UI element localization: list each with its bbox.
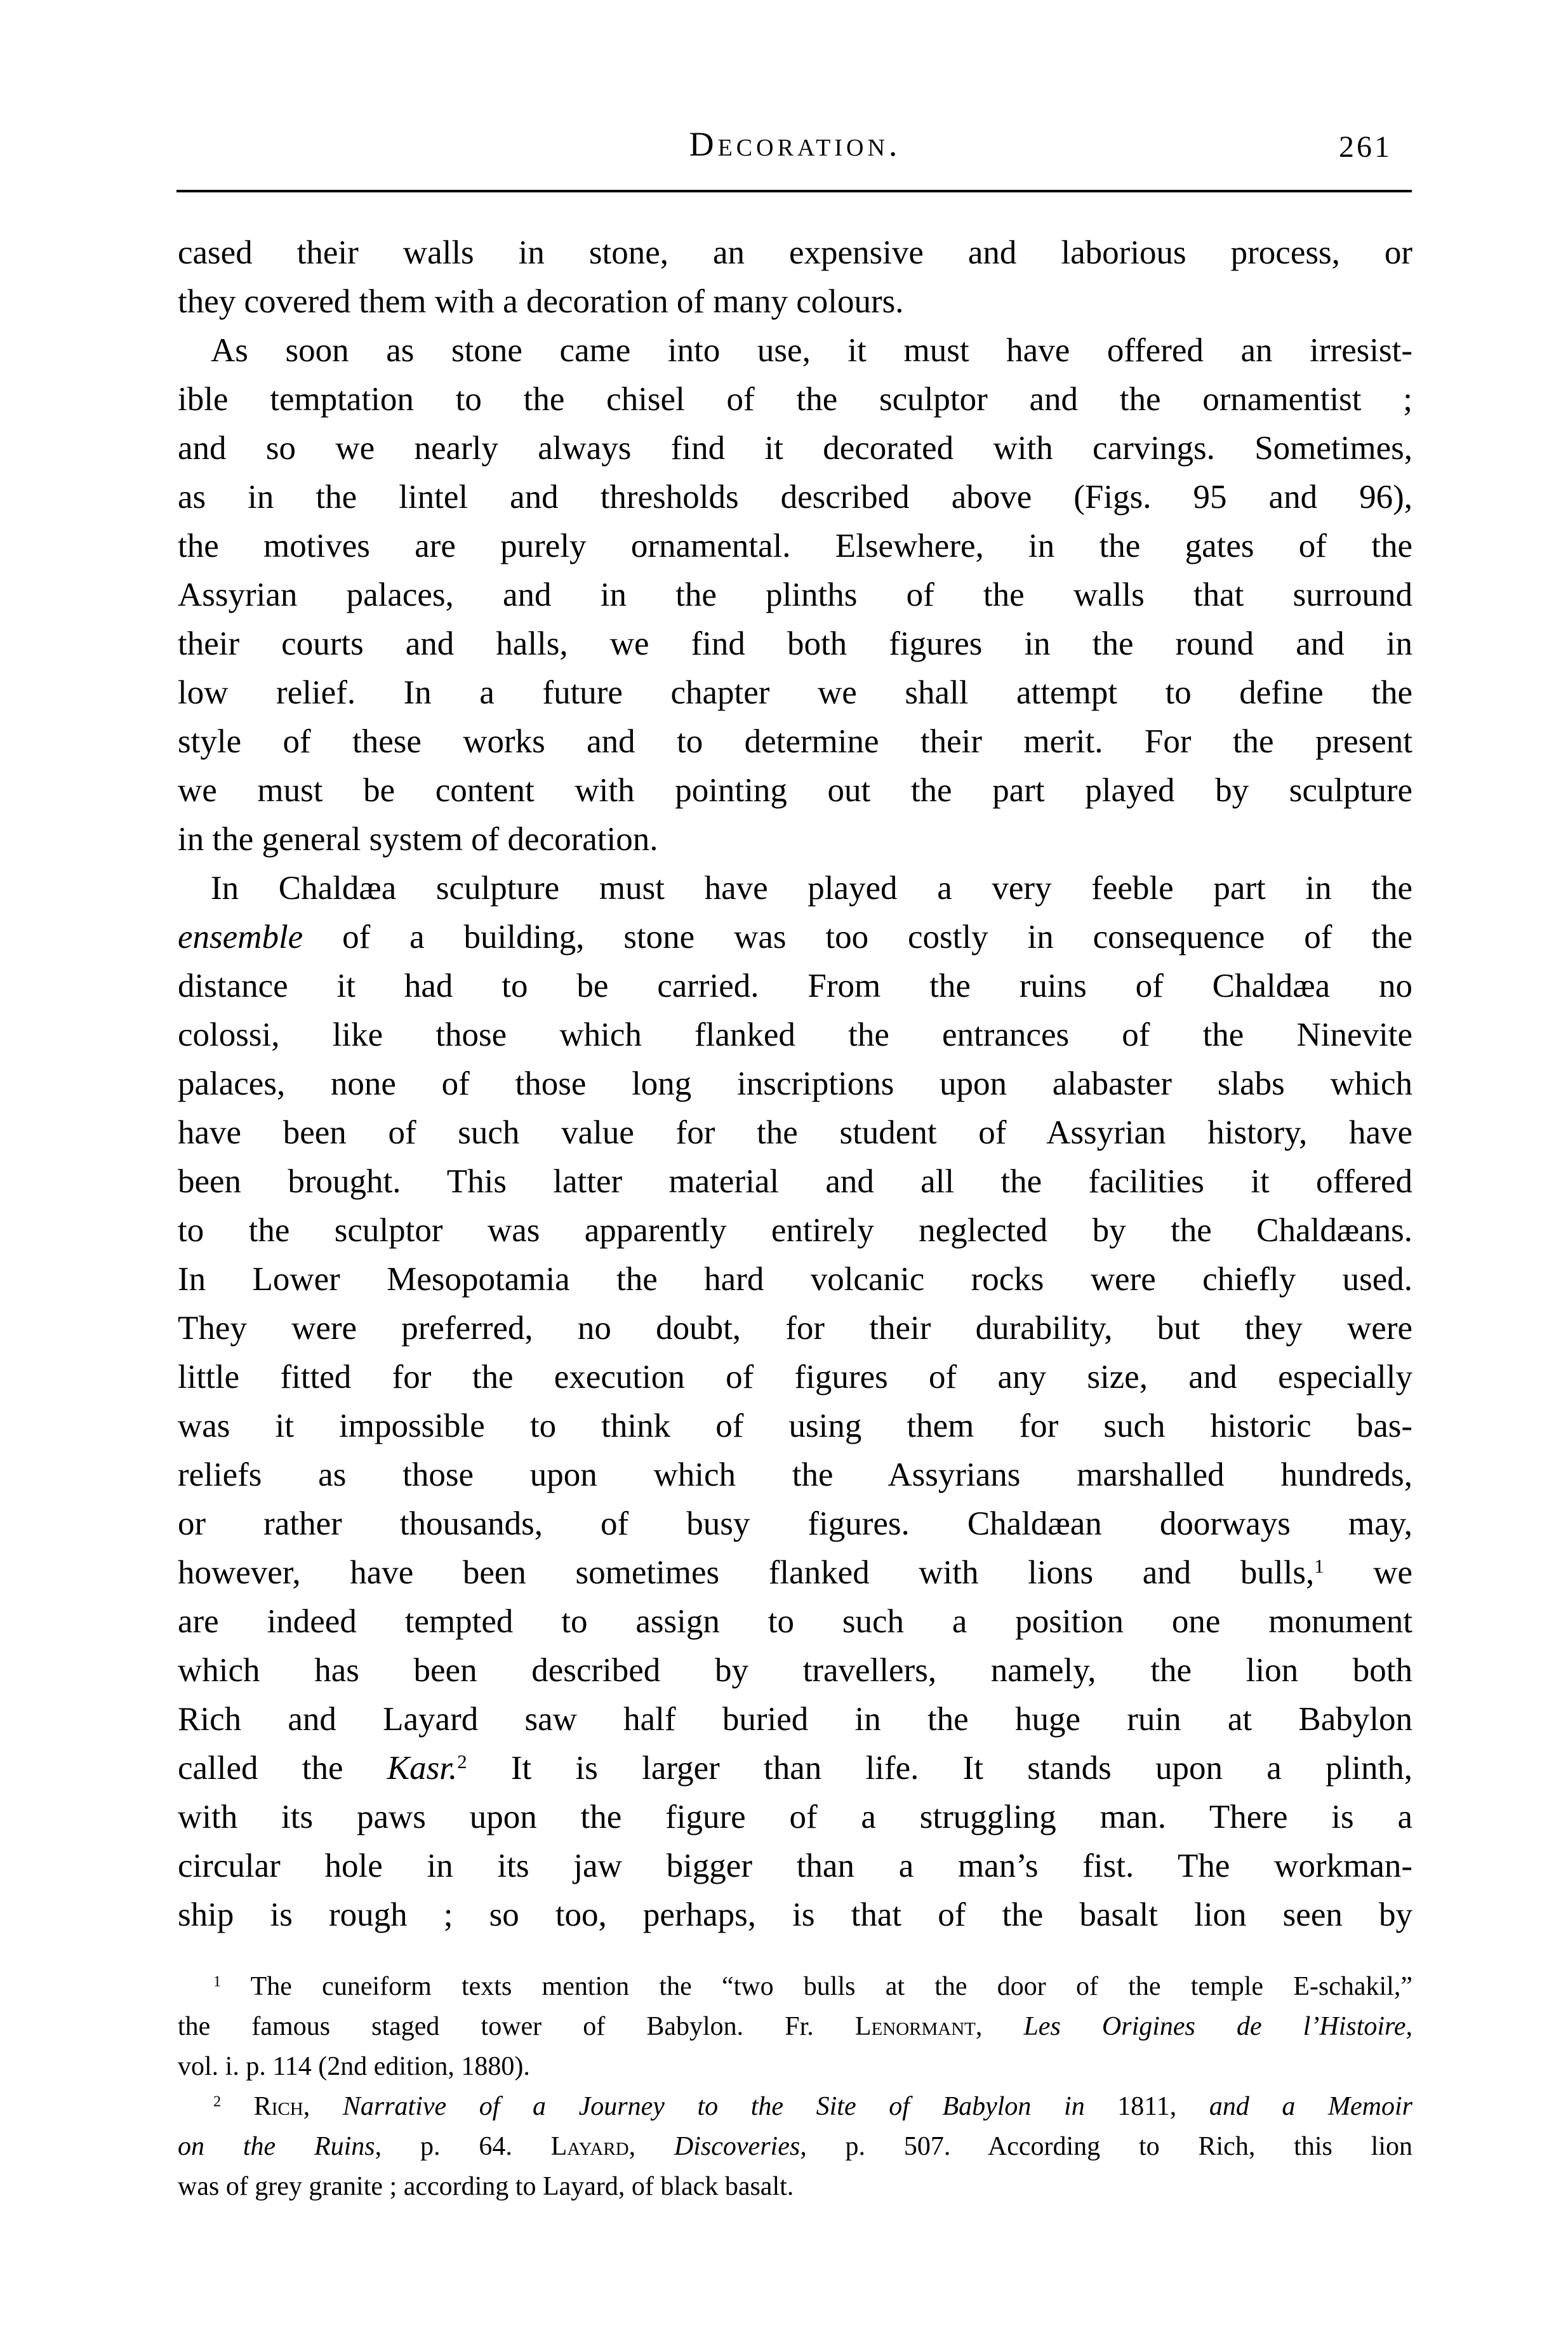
text-segment: vol. i. p. 114 (2nd edition, 1880).	[178, 2052, 530, 2081]
text-segment: been brought. This latter material and all the facilities it offered	[178, 1163, 1412, 1200]
text-segment: Layard	[550, 2132, 629, 2161]
footnotes	[178, 1967, 1412, 2207]
text-segment: we	[1324, 1554, 1412, 1591]
text-segment: p. 507. According to Rich, this lion	[806, 2132, 1413, 2161]
text-segment: have been of such value for the student of Assyrian history, have	[178, 1114, 1412, 1151]
text-line	[178, 2087, 1412, 2127]
text-line	[178, 1695, 1412, 1744]
text-line	[178, 1206, 1412, 1255]
text-segment: was it impossible to think of using them for such historic bas-	[178, 1408, 1412, 1444]
text-segment: They were preferred, no doubt, for their durability, but they were	[178, 1310, 1412, 1347]
text-segment: ,	[628, 2132, 674, 2161]
text-segment: however, have been sometimes flanked with lions and bulls,	[178, 1554, 1315, 1591]
text-segment: In Lower Mesopotamia the hard volcanic rocks were chiefly used.	[178, 1261, 1412, 1298]
text-line	[178, 1793, 1412, 1842]
text-segment: the famous staged tower of Babylon. Fr.	[178, 2012, 855, 2041]
text-segment: Discoveries,	[674, 2132, 807, 2161]
text-segment: ,	[303, 2092, 343, 2121]
text-line	[178, 1548, 1412, 1597]
text-segment: Kasr.	[387, 1750, 458, 1787]
text-segment: cased their walls in stone, an expensive and laborious process, or	[178, 234, 1412, 271]
text-segment	[221, 2092, 254, 2121]
text-line	[178, 766, 1412, 815]
text-segment: low relief. In a future chapter we shall attempt to define the	[178, 674, 1412, 711]
footnote-ref: 2	[457, 1751, 467, 1773]
text-segment: they covered them with a decoration of many colours.	[178, 283, 904, 320]
text-segment: The cuneiform texts mention the “two bulls at the door of the temple E-schakil,”	[221, 1972, 1412, 2001]
text-line	[178, 1744, 1412, 1793]
text-segment: It is larger than life. It stands upon a plinth,	[467, 1750, 1412, 1787]
text-segment: reliefs as those upon which the Assyrians marshalled hundreds,	[178, 1456, 1412, 1493]
text-line	[178, 229, 1412, 277]
text-segment: Narrative of a Journey to the Site of Babylon in	[342, 2092, 1085, 2121]
body-text	[178, 229, 1412, 1940]
text-segment: ,	[975, 2012, 1024, 2041]
text-line	[178, 1967, 1412, 2007]
text-line	[178, 1451, 1412, 1500]
text-segment: ible temptation to the chisel of the sculptor and the ornamentist ;	[178, 381, 1412, 418]
text-segment: Rich and Layard saw half buried in the huge ruin at Babylon	[178, 1701, 1412, 1738]
text-segment: distance it had to be carried. From the ruins of Chaldæa no	[178, 968, 1412, 1004]
text-line	[178, 2007, 1412, 2047]
text-segment: which has been described by travellers, namely, the lion both	[178, 1652, 1412, 1689]
text-line	[178, 1597, 1412, 1646]
text-line	[178, 620, 1412, 669]
footnote-ref: 2	[213, 2093, 222, 2110]
text-line	[178, 571, 1412, 620]
text-segment: or rather thousands, of busy figures. Chaldæan doorways may,	[178, 1505, 1412, 1542]
text-line	[178, 424, 1412, 473]
text-segment: Les Origines de l’Histoire,	[1023, 2012, 1412, 2041]
footnote-ref: 1	[213, 1973, 222, 1990]
text-line	[178, 1646, 1412, 1695]
text-segment: ensemble	[178, 919, 303, 956]
text-line	[178, 1109, 1412, 1157]
text-segment: we must be content with pointing out the part played by sculpture	[178, 772, 1412, 809]
text-segment: As soon as stone came into use, it must have offered an irresist-	[211, 332, 1412, 369]
text-line	[178, 522, 1412, 571]
text-line	[178, 1011, 1412, 1060]
text-segment: Lenormant	[854, 2012, 976, 2041]
text-line	[178, 717, 1412, 766]
text-segment: of a building, stone was too costly in consequence of the	[303, 919, 1412, 956]
text-line	[178, 815, 1412, 864]
text-line	[178, 375, 1412, 424]
text-segment: as in the lintel and thresholds described above (Figs. 95 and 96),	[178, 479, 1412, 516]
text-segment: on the Ruins	[178, 2132, 375, 2161]
text-segment: In Chaldæa sculpture must have played a very feeble part in the	[211, 870, 1412, 907]
text-line	[178, 277, 1412, 326]
text-line	[178, 326, 1412, 375]
text-segment: was of grey granite ; according to Layard, of black basalt.	[178, 2172, 794, 2201]
text-line	[178, 913, 1412, 962]
text-line	[178, 2167, 1412, 2207]
text-segment: are indeed tempted to assign to such a position one monument	[178, 1603, 1412, 1640]
text-line	[178, 2127, 1412, 2167]
header-divider-rule	[176, 190, 1412, 192]
text-segment: called the	[178, 1750, 387, 1787]
text-segment: , p. 64.	[375, 2132, 551, 2161]
footnote-ref: 1	[1314, 1555, 1324, 1578]
text-segment: Rich	[253, 2092, 303, 2121]
text-segment: and a Memoir	[1209, 2092, 1412, 2121]
text-line	[178, 2047, 1412, 2087]
text-segment: the motives are purely ornamental. Elsewhere, in the gates of the	[178, 528, 1412, 564]
running-header	[178, 124, 1412, 175]
text-segment: style of these works and to determine their merit. For the present	[178, 723, 1412, 760]
text-segment: circular hole in its jaw bigger than a man’s fist. The workman-	[178, 1848, 1412, 1884]
text-line	[178, 1402, 1412, 1451]
text-line	[178, 962, 1412, 1011]
text-segment: ship is rough ; so too, perhaps, is that of the basalt lion seen by	[178, 1896, 1412, 1933]
text-segment: to the sculptor was apparently entirely neglected by the Chaldæans.	[178, 1212, 1412, 1249]
text-segment: 1811,	[1084, 2092, 1209, 2121]
text-line	[178, 1157, 1412, 1206]
page-title: Decoration.	[689, 125, 901, 163]
text-segment: and so we nearly always find it decorated with carvings. Sometimes,	[178, 430, 1412, 467]
text-line	[178, 864, 1412, 913]
text-line	[178, 1353, 1412, 1402]
text-segment: palaces, none of those long inscriptions upon alabaster slabs which	[178, 1065, 1412, 1102]
text-line	[178, 1255, 1412, 1304]
text-line	[178, 1891, 1412, 1940]
text-line	[178, 1060, 1412, 1109]
page-number: 261	[1339, 130, 1392, 164]
text-segment: in the general system of decoration.	[178, 821, 658, 858]
text-line	[178, 1304, 1412, 1353]
text-segment: little fitted for the execution of figures of any size, and especially	[178, 1359, 1412, 1395]
text-line	[178, 1842, 1412, 1891]
text-segment: with its paws upon the figure of a struggling man. There is a	[178, 1799, 1412, 1835]
text-segment: Assyrian palaces, and in the plinths of the walls that surround	[178, 576, 1412, 613]
text-segment: colossi, like those which flanked the entrances of the Ninevite	[178, 1016, 1412, 1053]
text-line	[178, 1500, 1412, 1548]
text-segment: their courts and halls, we find both figures in the round and in	[178, 625, 1412, 662]
text-line	[178, 473, 1412, 522]
text-line	[178, 669, 1412, 717]
